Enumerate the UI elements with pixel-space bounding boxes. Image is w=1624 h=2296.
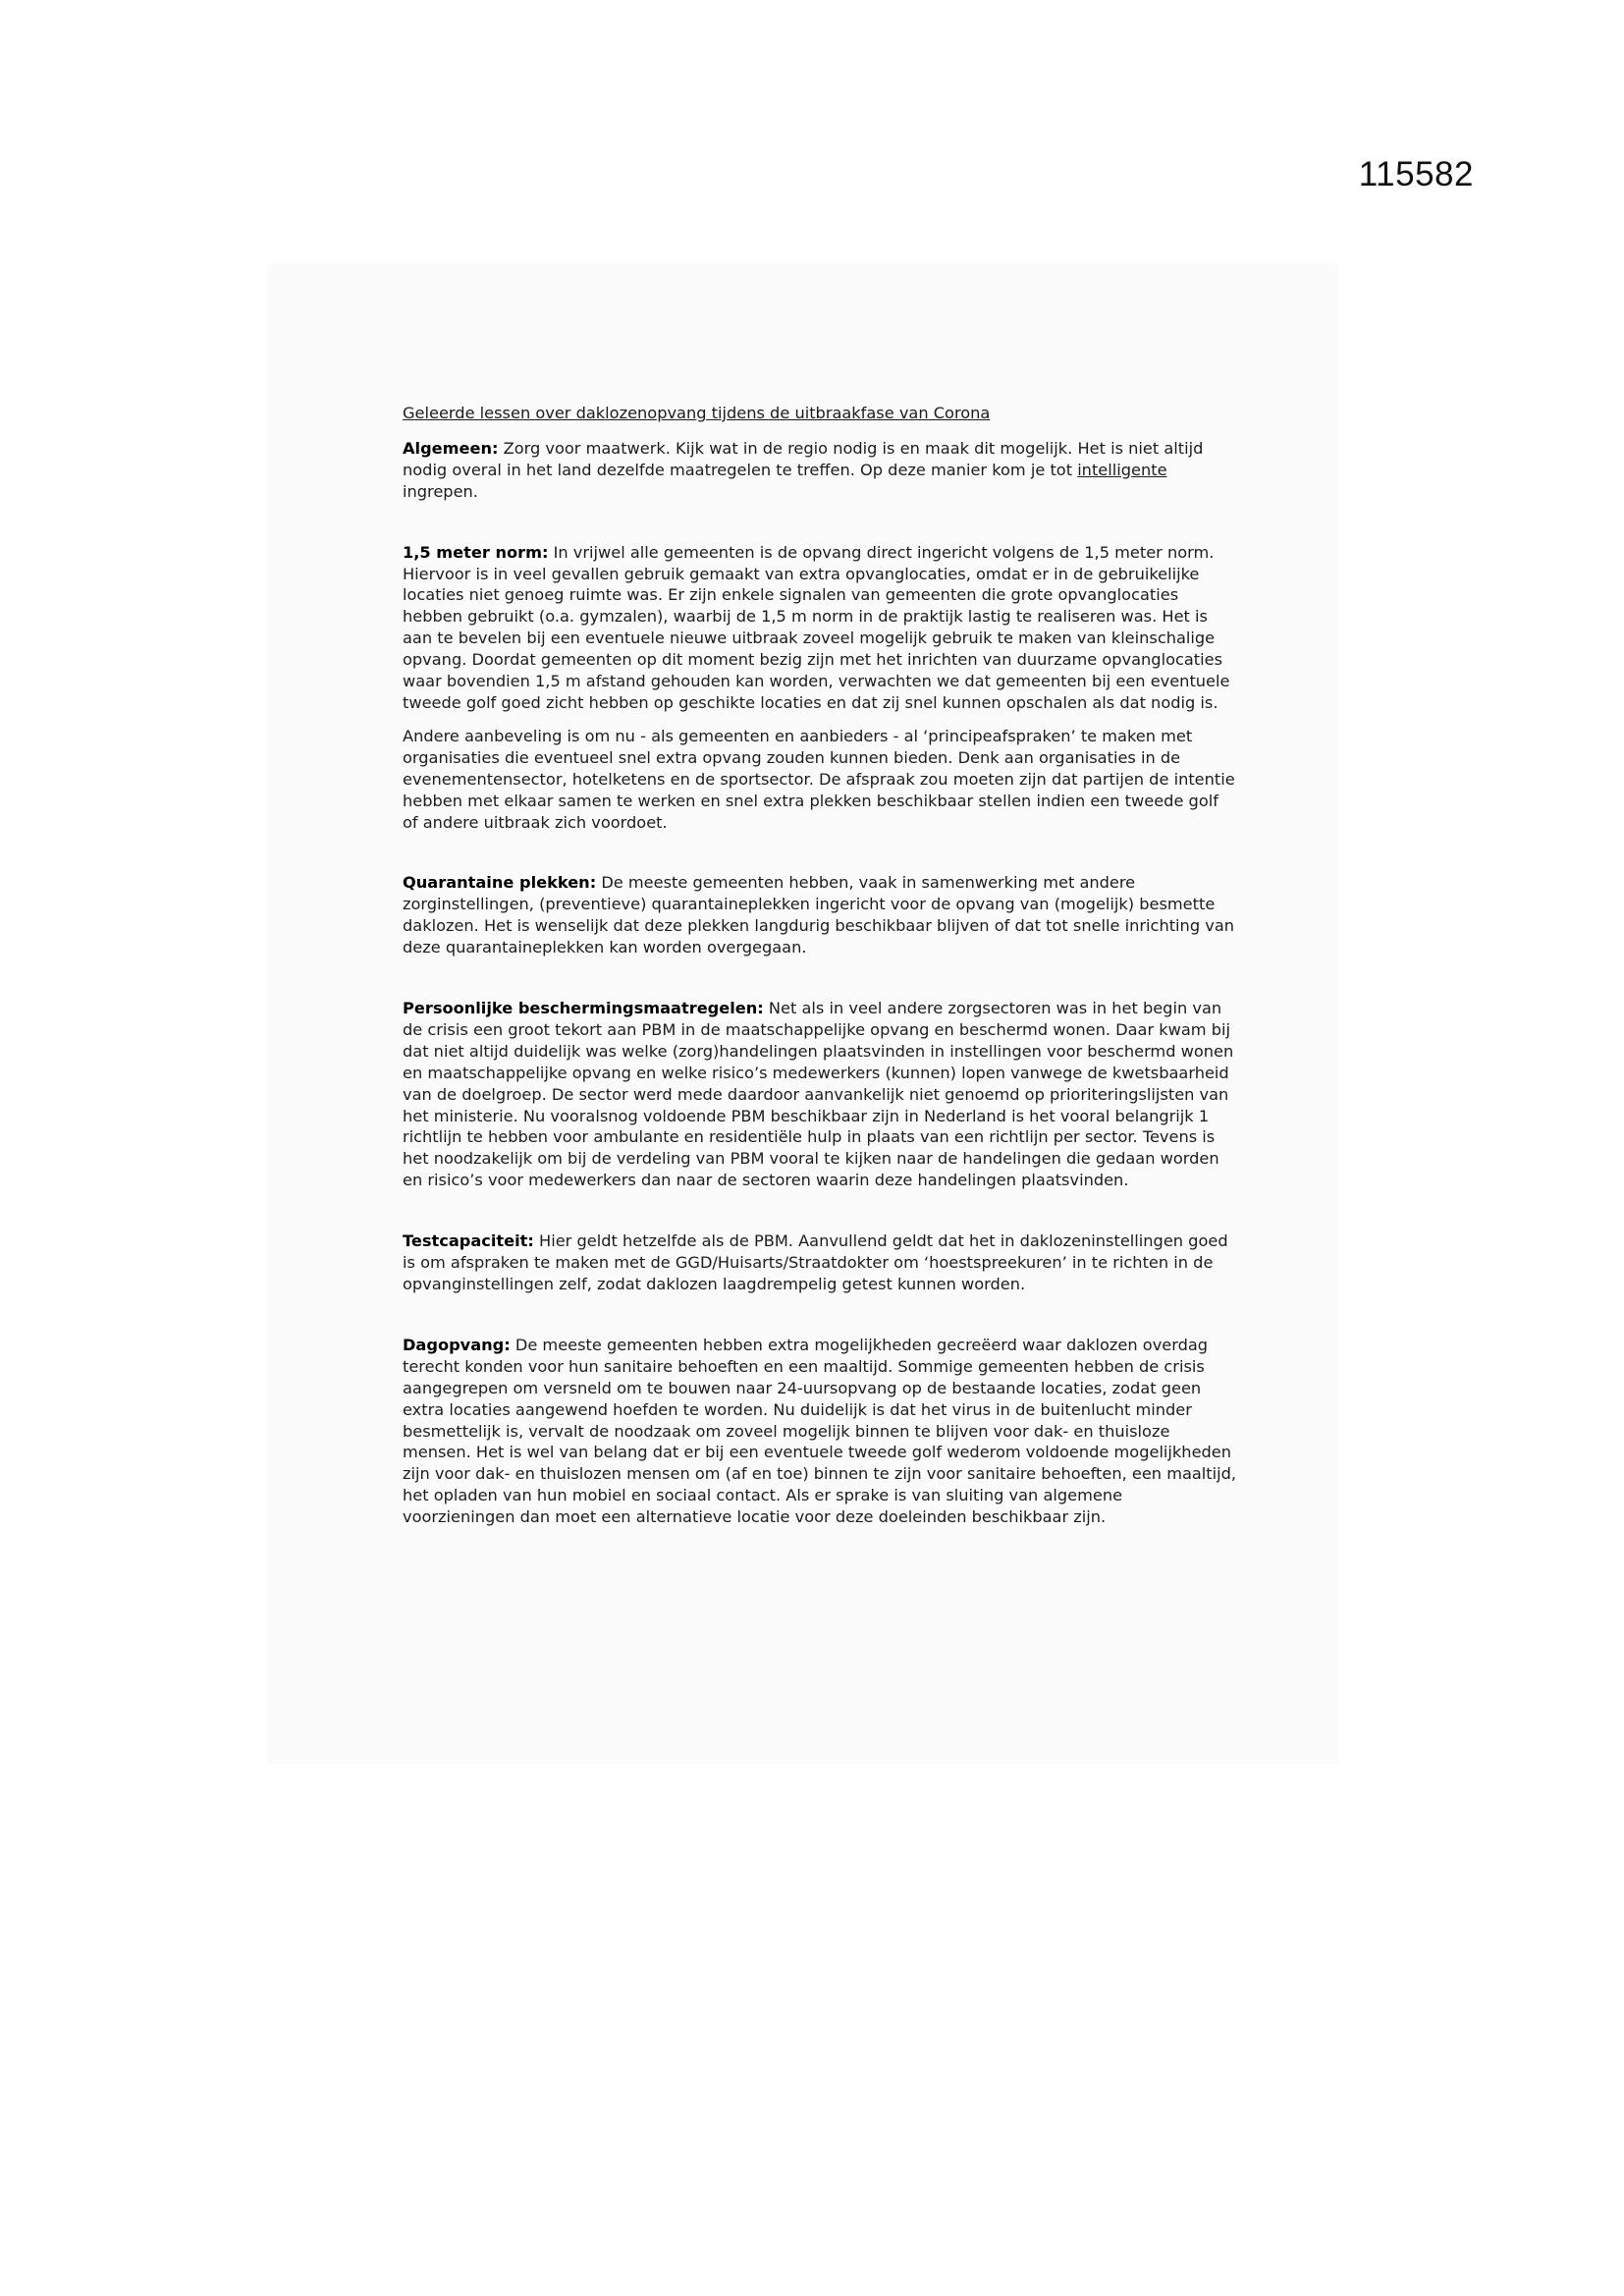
section-text-norm: In vrijwel alle gemeenten is de opvang direct ingericht volgens de 1,5 meter norm. Hiervoor is in veel gevallen gebruik gemaakt van extra opvanglocaties, omdat er in de gebruikelijke locaties niet genoeg ruimte was. Er zijn enkele signalen van gemeenten die grote opvanglocaties hebben gebruikt (o.a. gymzalen), waarbij de 1,5 m norm in de praktijk lastig te realiseren was. Het is aan te bevelen bij een eventuele nieuwe uitbraak zoveel mogelijk gebruik te maken van kleinschalige opvang. Doordat gemeenten op dit moment bezig zijn met het inrichten van duurzame opvanglocaties waar bovendien 1,5 m afstand gehouden kan worden, verwachten we dat gemeenten bij een eventuele tweede golf goed zicht hebben op geschikte locaties en dat zij snel kunnen opschalen als dat nodig is.	[403, 542, 1230, 712]
section-testcapaciteit	[403, 1230, 1237, 1295]
section-quarantaine	[403, 872, 1237, 958]
section-heading-norm: 1,5 meter norm:	[403, 542, 549, 562]
underlined-word: intelligente	[1077, 460, 1167, 479]
section-text-algemeen: Zorg voor maatwerk. Kijk wat in de regio nodig is en maak dit mogelijk. Het is niet altijd nodig overal in het land dezelfde maatregelen te treffen. Op deze manier kom je tot	[403, 438, 1204, 479]
section-heading-dagopvang: Dagopvang:	[403, 1335, 511, 1354]
section-text-dagopvang: De meeste gemeenten hebben extra mogelijkheden gecreëerd waar daklozen overdag terecht konden voor hun sanitaire behoeften en een maaltijd. Sommige gemeenten hebben de crisis aangegrepen om versneld om te bouwen naar 24-uursopvang op de bestaande locaties, zodat geen extra locaties aangewend hoefden te worden. Nu duidelijk is dat het virus in de buitenlucht minder besmettelijk is, vervalt de noodzaak om zoveel mogelijk binnen te blijven voor dak- en thuisloze mensen. Het is wel van belang dat er bij een eventuele tweede golf wederom voldoende mogelijkheden zijn voor dak- en thuislozen mensen om (af en toe) binnen te zijn voor sanitaire behoeften, een maaltijd, het opladen van hun mobiel en sociaal contact. Als er sprake is van sluiting van algemene voorzieningen dan moet een alternatieve locatie voor deze doeleinden beschikbaar zijn.	[403, 1335, 1237, 1527]
section-heading-testcapaciteit: Testcapaciteit:	[403, 1231, 534, 1251]
section-text-quarantaine: De meeste gemeenten hebben, vaak in samenwerking met andere zorginstellingen, (preventieve) quarantaineplekken ingericht voor de opvang van (mogelijk) besmette daklozen. Het is wenselijk dat deze plekken langdurig beschikbaar blijven of dat tot snelle inrichting van deze quarantaineplekken kan worden overgegaan.	[403, 873, 1234, 957]
section-pbm	[403, 998, 1237, 1191]
section-text-pbm: Net als in veel andere zorgsectoren was in het begin van de crisis een groot tekort aan PBM in de maatschappelijke opvang en beschermd wonen. Daar kwam bij dat niet altijd duidelijk was welke (zorg)handelingen plaatsvinden in instellingen voor beschermd wonen en maatschappelijke opvang en welke risico’s medewerkers (kunnen) lopen vanwege de kwetsbaarheid van de doelgroep. De sector werd mede daardoor aanvankelijk niet genoemd op prioriteringslijsten van het ministerie. Nu vooralsnog voldoende PBM beschikbaar zijn in Nederland is het vooral belangrijk 1 richtlijn te hebben voor ambulante en residentiële hulp in plaats van een richtlijn per sector. Tevens is het noodzakelijk om bij de verdeling van PBM vooral te kijken naar de handelingen die gedaan worden en risico’s voor medewerkers dan naar de sectoren waarin deze handelingen plaatsvinden.	[403, 999, 1234, 1190]
section-aanbeveling	[403, 726, 1237, 834]
document-title: Geleerde lessen over daklozenopvang tijdens de uitbraakfase van Corona	[403, 404, 991, 422]
section-text-algemeen-end: ingrepen.	[403, 481, 478, 501]
section-norm	[403, 542, 1237, 714]
section-heading-algemeen: Algemeen:	[403, 438, 499, 458]
section-text-testcapaciteit: Hier geldt hetzelfde als de PBM. Aanvullend geldt dat het in daklozeninstellingen goed is om afspraken te maken met de GGD/Huisarts/Straatdokter om ‘hoestspreekuren’ in te richten in de opvanginstellingen zelf, zodat daklozen laagdrempelig getest kunnen worden.	[403, 1231, 1228, 1293]
section-heading-pbm: Persoonlijke beschermingsmaatregelen:	[403, 999, 764, 1018]
document-number: 115582	[1358, 155, 1474, 193]
section-heading-quarantaine: Quarantaine plekken:	[403, 873, 597, 893]
section-algemeen	[403, 438, 1237, 503]
document-content	[403, 403, 1237, 1528]
section-dagopvang	[403, 1335, 1237, 1528]
section-text-aanbeveling: Andere aanbeveling is om nu - als gemeenten en aanbieders - al ‘principeafspraken’ te maken met organisaties die eventueel snel extra opvang zouden kunnen bieden. Denk aan organisaties in de evenementensector, hotelketens en de sportsector. De afspraak zou moeten zijn dat partijen de intentie hebben met elkaar samen te werken en snel extra plekken beschikbaar stellen indien een tweede golf of andere uitbraak zich voordoet.	[403, 726, 1235, 832]
